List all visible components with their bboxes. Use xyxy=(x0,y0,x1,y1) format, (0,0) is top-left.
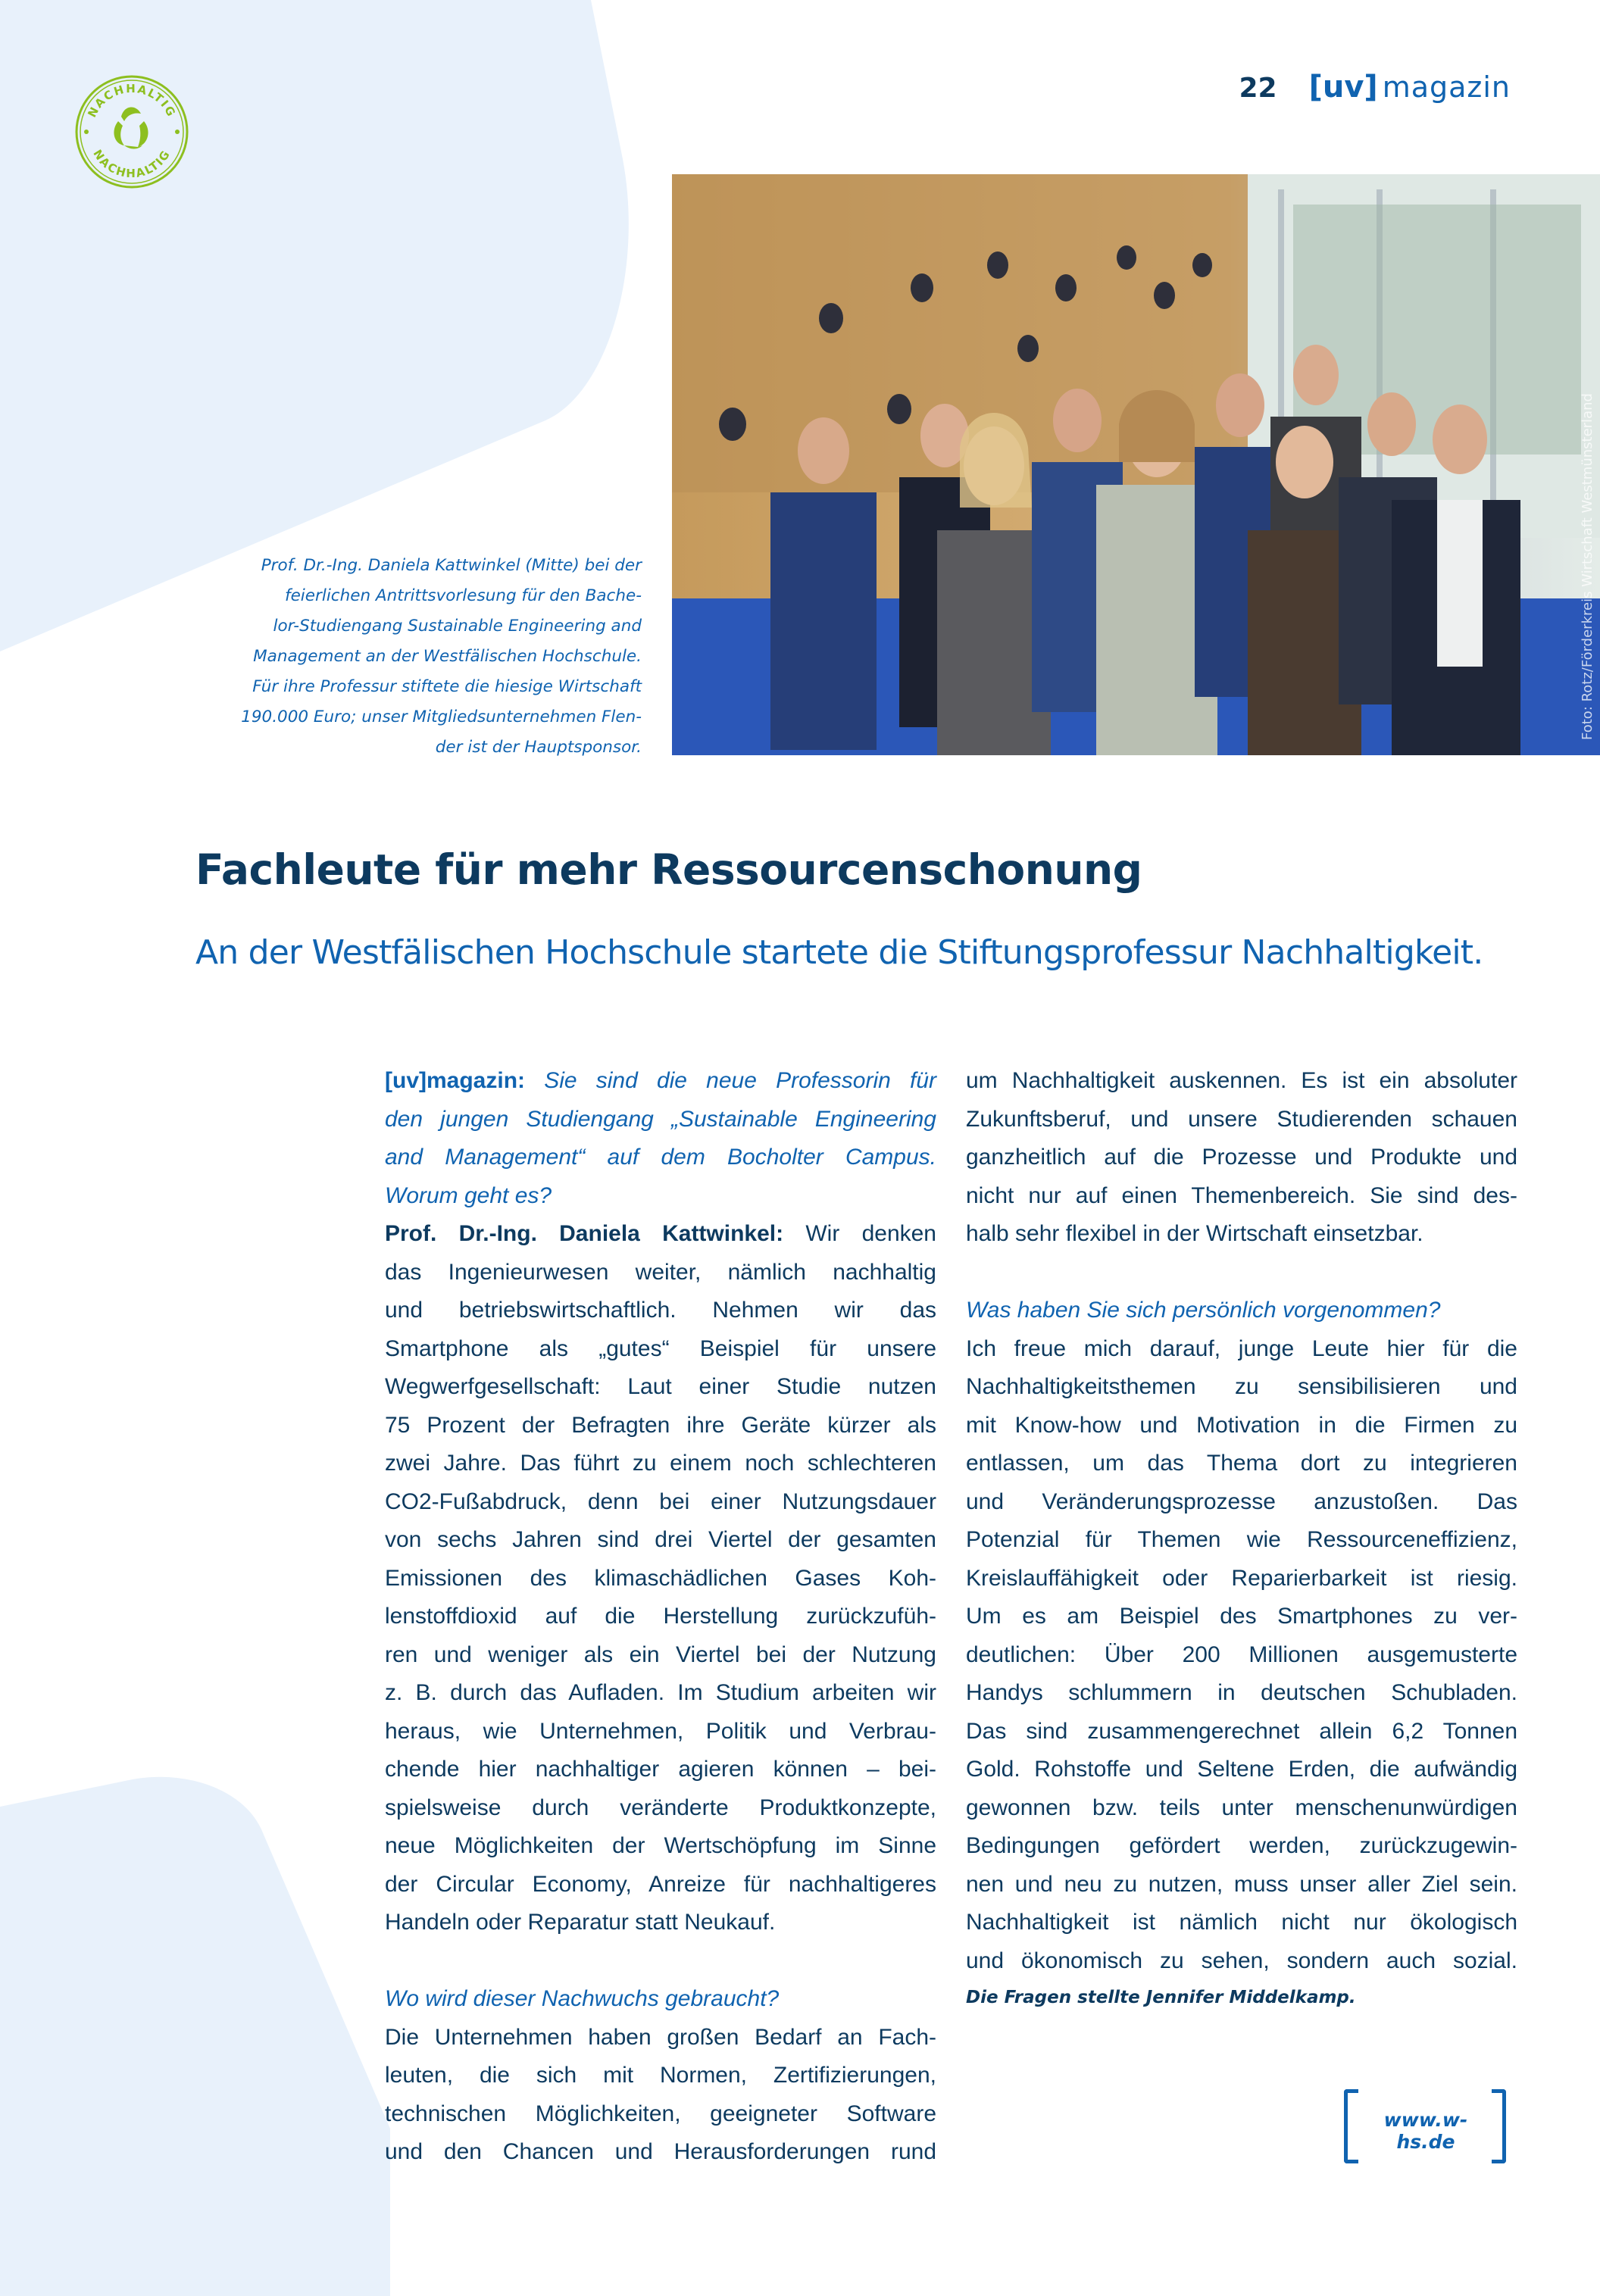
answer-line: zwei Jahre. Das führt zu einem noch schlechteren xyxy=(385,1451,936,1476)
answer-line: Zukunftsberuf, und unsere Studierenden schauen xyxy=(966,1106,1517,1132)
interviewer-label: [uv]magazin: xyxy=(385,1068,526,1093)
website-link[interactable]: www.w-hs.de xyxy=(1383,2109,1468,2153)
answer-line: und den Chancen und Herausforderungen rund xyxy=(385,2139,936,2164)
answer-line: Handys schlummern in deutschen Schubladen. xyxy=(966,1680,1517,1705)
answer-line: Nachhaltigkeit ist nämlich nicht nur ökologisch xyxy=(966,1910,1517,1935)
question-line: and Management“ auf dem Bocholter Campus. xyxy=(385,1145,936,1170)
answer-line: das Ingenieurwesen weiter, nämlich nachhaltig xyxy=(385,1259,936,1285)
caption-line: der ist der Hauptsponsor. xyxy=(435,738,642,757)
bottom-left-shape xyxy=(0,1777,390,2296)
photo-caption xyxy=(193,551,642,763)
answer-line: Das sind zusammengerechnet allein 6,2 Tonnen xyxy=(966,1718,1517,1744)
answer-line: um Nachhaltigkeit auskennen. Es ist ein absoluter xyxy=(966,1068,1517,1093)
answer-line: CO2-Fußabdruck, denn bei einer Nutzungsdauer xyxy=(385,1488,936,1514)
question-line: Worum geht es? xyxy=(385,1182,552,1208)
question-line: den jungen Studiengang „Sustainable Engineering xyxy=(385,1106,936,1132)
answer-line: deutlichen: Über 200 Millionen ausgemusterte xyxy=(966,1642,1517,1667)
answer-line: Die Unternehmen haben großen Bedarf an Fach- xyxy=(385,2024,936,2050)
answer-line: Ich freue mich darauf, junge Leute hier für die xyxy=(966,1335,1517,1361)
answer-line: Um es am Beispiel des Smartphones zu ver- xyxy=(966,1604,1517,1629)
nachhaltig-badge xyxy=(74,74,189,189)
group-photo-illustration xyxy=(672,174,1600,755)
answer-line: und ökonomisch zu sehen, sondern auch sozial. xyxy=(966,1948,1517,1973)
author-byline: Die Fragen stellte Jennifer Middelkamp. xyxy=(966,1988,1356,2007)
answer-line: heraus, wie Unternehmen, Politik und Verbrau- xyxy=(385,1718,936,1744)
answer-line: 75 Prozent der Befragten ihre Geräte kürzer als xyxy=(385,1412,936,1438)
answer-line: Potenzial für Themen wie Ressourceneffizienz, xyxy=(966,1527,1517,1552)
answer-line: technischen Möglichkeiten, geeigneter Software xyxy=(385,2101,936,2126)
answer-line: nicht nur auf einen Themenbereich. Sie sind des- xyxy=(966,1182,1517,1208)
answer-line: chende hier nachhaltiger agieren können – bei- xyxy=(385,1757,936,1782)
question-heading: Wo wird dieser Nachwuchs gebraucht? xyxy=(385,1986,780,2011)
answer-line: halb sehr flexibel in der Wirtschaft einsetzbar. xyxy=(966,1221,1423,1246)
answer-line: Bedingungen gefördert werden, zurückzugewin- xyxy=(966,1833,1517,1858)
answer-line: Nachhaltigkeitsthemen zu sensibilisieren und xyxy=(966,1374,1517,1399)
question-line: [uv]magazin: Sie sind die neue Professorin für xyxy=(385,1068,936,1093)
caption-line: lor-Studiengang Sustainable Engineering and xyxy=(273,617,642,636)
answer-line: spielsweise durch veränderte Produktkonzepte, xyxy=(385,1795,936,1820)
answer-line: leuten, die sich mit Normen, Zertifizierungen, xyxy=(385,2063,936,2088)
caption-line: feierlichen Antrittsvorlesung für den Bache- xyxy=(285,586,642,605)
svg-text:NACHHALTIG xyxy=(90,147,173,180)
recycle-leaves-icon xyxy=(114,107,148,148)
answer-line: der Circular Economy, Anreize für nachhaltigeres xyxy=(385,1871,936,1897)
magazine-logo-uv: [uv] xyxy=(1308,70,1378,105)
answer-line: Wegwerfgesellschaft: Laut einer Studie nutzen xyxy=(385,1374,936,1399)
magazine-logo xyxy=(1309,70,1511,105)
answer-line: gewonnen bzw. teils unter menschenunwürdigen xyxy=(966,1795,1517,1820)
page-number: 22 xyxy=(1239,73,1277,104)
answer-line: Gold. Rohstoffe und Seltene Erden, die aufwändig xyxy=(966,1757,1517,1782)
answer-line: mit Know-how und Motivation in die Firmen zu xyxy=(966,1412,1517,1438)
answer-line: und betriebswirtschaftlich. Nehmen wir das xyxy=(385,1298,936,1323)
answer-line: Smartphone als „gutes“ Beispiel für unsere xyxy=(385,1335,936,1361)
answer-line: Prof. Dr.-Ing. Daniela Kattwinkel: Wir denken xyxy=(385,1221,936,1246)
badge-text-top: NACHHALTIG xyxy=(85,81,179,120)
answer-line: nen und neu zu nutzen, muss unser aller Ziel sein. xyxy=(966,1871,1517,1897)
website-link-box[interactable] xyxy=(1344,2089,1506,2159)
answer-line: ren und weniger als ein Viertel bei der Nutzung xyxy=(385,1642,936,1667)
answer-line: neue Möglichkeiten der Wertschöpfung im Sinne xyxy=(385,1833,936,1858)
caption-line: 190.000 Euro; unser Mitgliedsunternehmen Flen- xyxy=(241,708,642,726)
answer-line: und Veränderungsprozesse anzustoßen. Das xyxy=(966,1488,1517,1514)
caption-line: Prof. Dr.-Ing. Daniela Kattwinkel (Mitte) bei der xyxy=(261,556,642,575)
answer-line: Emissionen des klimaschädlichen Gases Koh- xyxy=(385,1565,936,1591)
question-heading: Was haben Sie sich persönlich vorgenommen? xyxy=(966,1298,1441,1323)
interviewee-label: Prof. Dr.-Ing. Daniela Kattwinkel: xyxy=(385,1221,784,1246)
bracket-right-icon xyxy=(1492,2089,1506,2163)
badge-text-bottom: NACHHALTIG xyxy=(90,147,173,181)
answer-line: lenstoffdioxid auf die Herstellung zurückzufüh- xyxy=(385,1604,936,1629)
caption-line: Management an der Westfälischen Hochschule. xyxy=(253,647,642,666)
answer-line: entlassen, um das Thema dort zu integrieren xyxy=(966,1451,1517,1476)
article-column-right xyxy=(966,1062,1517,2015)
article-column-left xyxy=(385,1062,936,2172)
answer-line: Kreislauffähigkeit oder Reparierbarkeit ist riesig. xyxy=(966,1565,1517,1591)
answer-line: Handeln oder Reparatur statt Neukauf. xyxy=(385,1910,776,1935)
answer-line: ganzheitlich auf die Prozesse und Produkte und xyxy=(966,1145,1517,1170)
magazine-logo-name: magazin xyxy=(1382,70,1511,104)
article-headline: Fachleute für mehr Ressourcenschonung xyxy=(195,845,1142,894)
photo-credit: Foto: Rotz/Förderkreis Wirtschaft Westmünsterland xyxy=(1580,393,1595,740)
article-subheadline: An der Westfälischen Hochschule startete die Stiftungsprofessur Nachhaltigkeit. xyxy=(195,933,1483,972)
caption-line: Für ihre Professur stiftete die hiesige Wirtschaft xyxy=(252,677,642,696)
bracket-left-icon xyxy=(1344,2089,1358,2163)
event-photo xyxy=(672,174,1600,755)
answer-line: z. B. durch das Aufladen. Im Studium arbeiten wir xyxy=(385,1680,936,1705)
answer-line: von sechs Jahren sind drei Viertel der gesamten xyxy=(385,1527,936,1552)
page-header xyxy=(1239,70,1511,105)
